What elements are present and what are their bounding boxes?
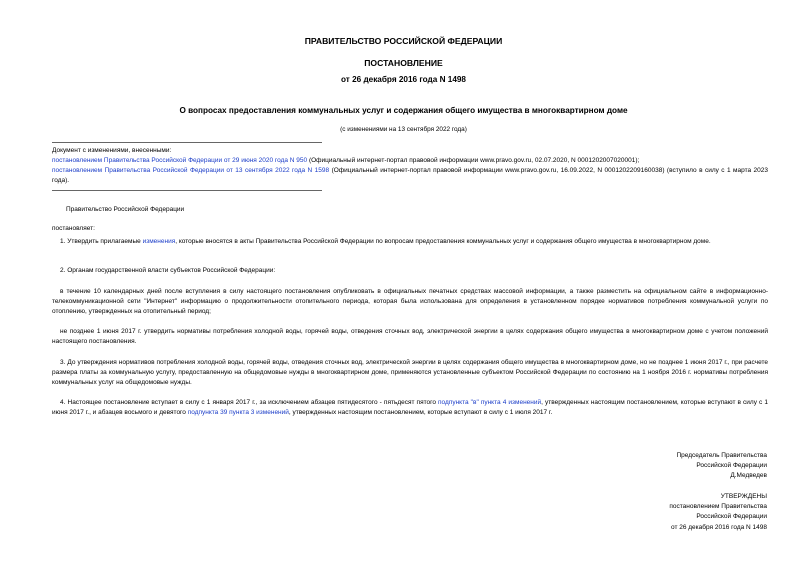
approved-block <box>669 492 767 533</box>
changes-link[interactable]: изменения <box>142 238 176 245</box>
paragraph-3: 3. До утверждения нормативов потребления холодной воды, горячей воды, отведения сточных вод, электрической энергии в целях содержания общего имущества в многоквартирном доме, но не позднее 1 июня 2017 г., при расчете размера платы за коммунальную услугу, предоставленную на общедомовые нужды в многоквартирном доме, применяются установленные субъектом Российской Федерации по состоянию на 1 ноября 2016 г. нормативы потребления коммунальных услуг на общедомовые нужды. <box>52 359 768 387</box>
paragraph-1: 1. Утвердить прилагаемые изменения, которые вносятся в акты Правительства Российской Федерации по вопросам предоставления коммунальных услуг и содержания общего имущества в многоквартирном доме. <box>60 238 711 245</box>
subclause-link-2[interactable]: подпункта 39 пункта 3 изменений <box>187 409 289 417</box>
document-title: О вопросах предоставления коммунальных услуг и содержания общего имущества в многоквартирном доме <box>179 106 628 115</box>
amendment-item-1: постановлением Правительства Российской Федерации от 29 июня 2020 года N 950 (Официальный интернет-портал правовой информации www.pravo.gov.ru, 02.07.2020, N 0001202007020001); <box>52 157 640 164</box>
amendments-intro: Документ с изменениями, внесенными: <box>52 147 172 154</box>
divider-bottom <box>52 190 322 191</box>
paragraph-4: 4. Настоящее постановление вступает в силу с 1 января 2017 г., за исключением абзацев пятидесятого - пятьдесят пятого подпункта "в" пункта 4 изменений, утвержденных настоящим постановлением, которые вступают в силу с 1 июня 2017 г., и абзацев восьмого и девятого подпункта 39 пункта 3 изменений, утвержденных настоящим постановлением, которые вступают в силу с 1 июля 2017 г. <box>52 399 768 417</box>
divider-top <box>52 142 322 143</box>
signature-org: Российской Федерации <box>696 462 767 470</box>
org-heading: ПРАВИТЕЛЬСТВО РОССИЙСКОЙ ФЕДЕРАЦИИ <box>304 36 503 46</box>
gov-line: Правительство Российской Федерации <box>66 206 185 213</box>
amendment-link-1[interactable]: постановлением Правительства Российской Федерации от 29 июня 2020 года N 950 <box>52 157 308 164</box>
doc-type-heading: ПОСТАНОВЛЕНИЕ <box>364 58 443 68</box>
amendment-item-2: постановлением Правительства Российской Федерации от 13 сентября 2022 года N 1598 (Официальный интернет-портал правовой информации www.pravo.gov.ru, 16.09.2022, N 0001202209160038) (вступило в силу с 1 марта 2023 года). <box>52 167 768 185</box>
paragraph-2b: не позднее 1 июня 2017 г. утвердить нормативы потребления холодной воды, горячей воды, отведения сточных вод, электрической энергии в целях содержания общего имущества в многоквартирном доме с учетом положений настоящего постановления. <box>52 328 768 346</box>
approved-org: Российской Федерации <box>696 513 767 521</box>
amendment-link-2[interactable]: постановлением Правительства Российской Федерации от 13 сентября 2022 года N 1598 <box>52 167 330 174</box>
approved-date: от 26 декабря 2016 года N 1498 <box>670 523 767 531</box>
date-number: от 26 декабря 2016 года N 1498 <box>341 75 466 84</box>
decides-line: постановляет: <box>52 225 95 232</box>
signature-block <box>676 451 767 482</box>
subclause-link-1[interactable]: подпункта "в" пункта 4 изменений <box>438 399 542 406</box>
approved-heading: УТВЕРЖДЕНЫ <box>720 493 767 500</box>
signature-name: Д.Медведев <box>730 472 767 480</box>
paragraph-2a: в течение 10 календарных дней после вступления в силу настоящего постановления опубликовать в официальных печатных средствах массовой информации, а также разместить на официальном сайте в информационно-телекоммуникационной сети "Интернет" информацию о продолжительности отопительного периода, которая была использована для определения в установленном порядке нормативов потребления коммунальной услуги по отоплению, утвержденных на отопительный период; <box>52 288 768 316</box>
signature-title: Председатель Правительства <box>676 452 767 459</box>
revision-note: (с изменениями на 13 сентября 2022 года) <box>340 126 467 133</box>
paragraph-2: 2. Органам государственной власти субъектов Российской Федерации: <box>60 267 276 274</box>
approved-by: постановлением Правительства <box>669 503 767 511</box>
